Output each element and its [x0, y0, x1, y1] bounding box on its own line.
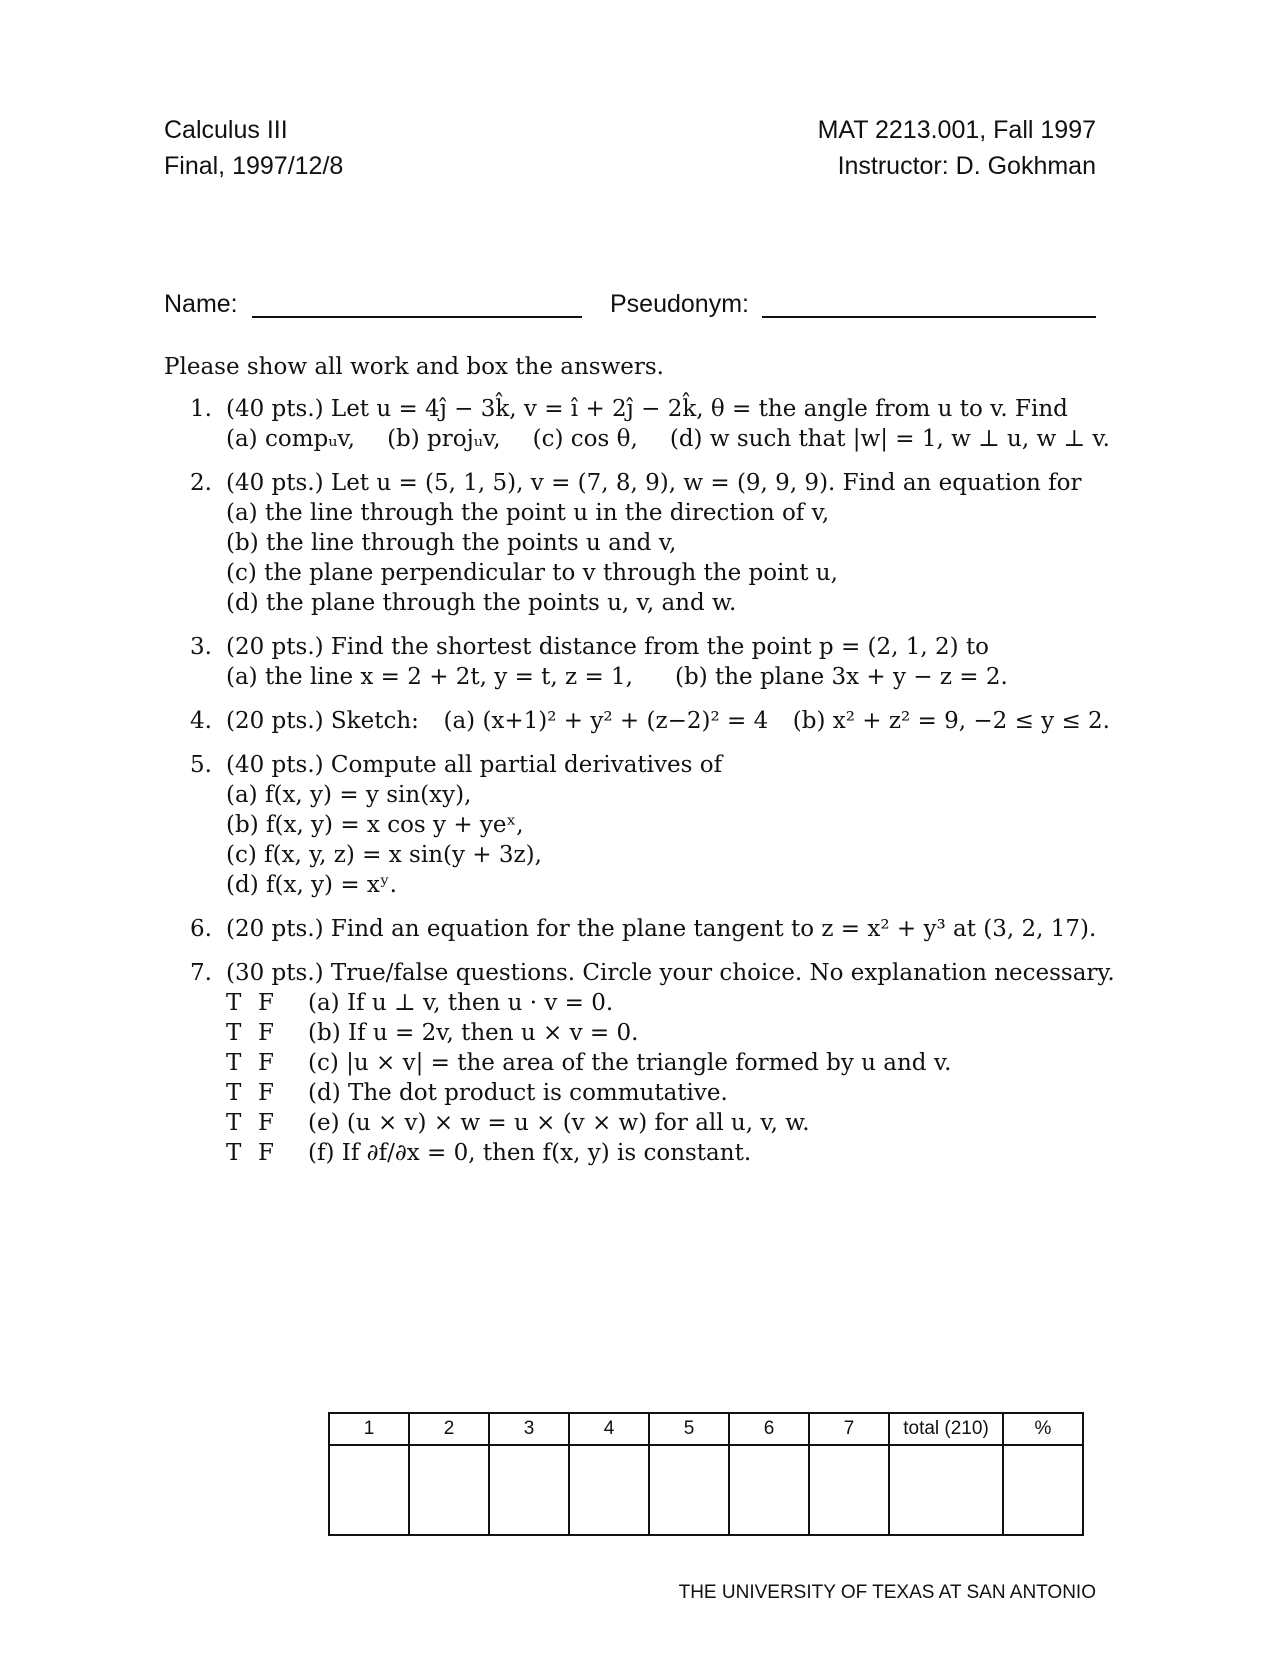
- problem-statement: (40 pts.) Let u = (5, 1, 5), v = (7, 8, 9), w = (9, 9, 9). Find an equation for: [226, 470, 1082, 496]
- part-b: (b) f(x, y) = x cos y + yeˣ,: [226, 812, 524, 838]
- problem-7: [190, 958, 1115, 1168]
- true-choice[interactable]: T: [226, 1110, 242, 1136]
- problem-statement: (20 pts.) Find an equation for the plane tangent to z = x² + y³ at (3, 2, 17).: [226, 916, 1097, 942]
- score-cell[interactable]: [1003, 1445, 1083, 1535]
- problem-statement: [226, 706, 1110, 736]
- pseudonym-field[interactable]: [762, 316, 1096, 318]
- score-header: 3: [489, 1413, 569, 1445]
- part-a: (a) compᵤv,: [226, 426, 355, 452]
- problem-list: [190, 394, 1115, 1182]
- part-c: (c) the plane perpendicular to v through the point u,: [226, 560, 838, 586]
- problem-3: [190, 632, 1110, 692]
- tf-row-d: [226, 1078, 1110, 1108]
- university-footer: THE UNIVERSITY OF TEXAS AT SAN ANTONIO: [678, 1582, 1096, 1603]
- true-choice[interactable]: T: [226, 1080, 242, 1106]
- header-right: [818, 112, 1096, 184]
- problem-statement: (40 pts.) Let u = 4ĵ − 3k̂, v = î + 2ĵ − 2k̂, θ = the angle from u to v. Find: [226, 396, 1068, 422]
- false-choice[interactable]: F: [258, 1020, 274, 1046]
- tf-statement: (b) If u = 2v, then u × v = 0.: [308, 1020, 639, 1046]
- problem-lead: (20 pts.) Sketch:: [226, 708, 419, 734]
- name-label: Name:: [164, 290, 238, 318]
- name-field[interactable]: [252, 316, 582, 318]
- pseudonym-label: Pseudonym:: [610, 290, 749, 318]
- part-c: (c) cos θ,: [532, 426, 638, 452]
- tf-statement: (e) (u × v) × w = u × (v × w) for all u, v, w.: [308, 1110, 810, 1136]
- score-header: 6: [729, 1413, 809, 1445]
- part-c: (c) f(x, y, z) = x sin(y + 3z),: [226, 842, 542, 868]
- problem-statement: (30 pts.) True/false questions. Circle your choice. No explanation necessary.: [226, 960, 1115, 986]
- problem-5: [190, 750, 1110, 900]
- problem-parts: [226, 424, 1110, 454]
- part-a: (a) f(x, y) = y sin(xy),: [226, 782, 472, 808]
- score-header: total (210): [889, 1413, 1003, 1445]
- problem-6: [190, 914, 1110, 944]
- false-choice[interactable]: F: [258, 1140, 274, 1166]
- problem-number: 2.: [190, 470, 212, 496]
- score-cell[interactable]: [729, 1445, 809, 1535]
- part-d: (d) f(x, y) = xʸ.: [226, 872, 397, 898]
- true-choice[interactable]: T: [226, 1140, 242, 1166]
- score-cell[interactable]: [569, 1445, 649, 1535]
- part-d: (d) the plane through the points u, v, and w.: [226, 590, 737, 616]
- false-choice[interactable]: F: [258, 990, 274, 1016]
- problem-number: 1.: [190, 396, 212, 422]
- false-choice[interactable]: F: [258, 1080, 274, 1106]
- false-choice[interactable]: F: [258, 1050, 274, 1076]
- part-b: (b) the plane 3x + y − z = 2.: [675, 664, 1008, 690]
- score-header-row: [329, 1413, 1083, 1445]
- problem-number: 3.: [190, 634, 212, 660]
- tf-row-c: [226, 1048, 1110, 1078]
- score-header: 2: [409, 1413, 489, 1445]
- score-table: [328, 1412, 1084, 1536]
- score-header: 4: [569, 1413, 649, 1445]
- tf-row-e: [226, 1108, 1110, 1138]
- tf-statement: (a) If u ⊥ v, then u · v = 0.: [308, 990, 614, 1016]
- true-choice[interactable]: T: [226, 990, 242, 1016]
- tf-statement: (c) |u × v| = the area of the triangle formed by u and v.: [308, 1050, 952, 1076]
- problem-1: [190, 394, 1110, 454]
- instructions: Please show all work and box the answers.: [164, 354, 664, 380]
- tf-row-f: [226, 1138, 1110, 1168]
- score-header: 5: [649, 1413, 729, 1445]
- problem-4: [190, 706, 1110, 736]
- tf-statement: (f) If ∂f/∂x = 0, then f(x, y) is constant.: [308, 1140, 752, 1166]
- false-choice[interactable]: F: [258, 1110, 274, 1136]
- problem-2: [190, 468, 1110, 618]
- part-a: (a) the line x = 2 + 2t, y = t, z = 1,: [226, 664, 633, 690]
- course-code: MAT 2213.001, Fall 1997: [817, 116, 1096, 144]
- problem-statement: (20 pts.) Find the shortest distance from the point p = (2, 1, 2) to: [226, 634, 990, 660]
- score-header: %: [1003, 1413, 1083, 1445]
- score-cell[interactable]: [889, 1445, 1003, 1535]
- problem-number: 5.: [190, 752, 212, 778]
- part-a: (a) the line through the point u in the direction of v,: [226, 500, 830, 526]
- problem-parts: [226, 662, 1110, 692]
- part-b: (b) x² + z² = 9, −2 ≤ y ≤ 2.: [792, 708, 1110, 734]
- problem-number: 7.: [190, 960, 212, 986]
- tf-row-b: [226, 1018, 1110, 1048]
- problem-statement: (40 pts.) Compute all partial derivatives of: [226, 752, 723, 778]
- score-cell[interactable]: [329, 1445, 409, 1535]
- score-cell[interactable]: [809, 1445, 889, 1535]
- tf-statement: (d) The dot product is commutative.: [308, 1080, 728, 1106]
- name-row: [164, 290, 1096, 330]
- problem-number: 4.: [190, 708, 212, 734]
- part-b: (b) projᵤv,: [387, 426, 501, 452]
- score-entry-row: [329, 1445, 1083, 1535]
- part-a: (a) (x+1)² + y² + (z−2)² = 4: [443, 708, 769, 734]
- instructor: Instructor: D. Gokhman: [837, 152, 1096, 180]
- score-cell[interactable]: [649, 1445, 729, 1535]
- header-left: [164, 112, 343, 184]
- true-choice[interactable]: T: [226, 1020, 242, 1046]
- score-cell[interactable]: [409, 1445, 489, 1535]
- part-d: (d) w such that |w| = 1, w ⊥ u, w ⊥ v.: [669, 426, 1110, 452]
- exam-date: Final, 1997/12/8: [164, 152, 344, 180]
- score-cell[interactable]: [489, 1445, 569, 1535]
- problem-number: 6.: [190, 916, 212, 942]
- score-header: 1: [329, 1413, 409, 1445]
- tf-row-a: [226, 988, 1110, 1018]
- score-header: 7: [809, 1413, 889, 1445]
- part-b: (b) the line through the points u and v,: [226, 530, 677, 556]
- true-choice[interactable]: T: [226, 1050, 242, 1076]
- course-title: Calculus III: [164, 116, 288, 144]
